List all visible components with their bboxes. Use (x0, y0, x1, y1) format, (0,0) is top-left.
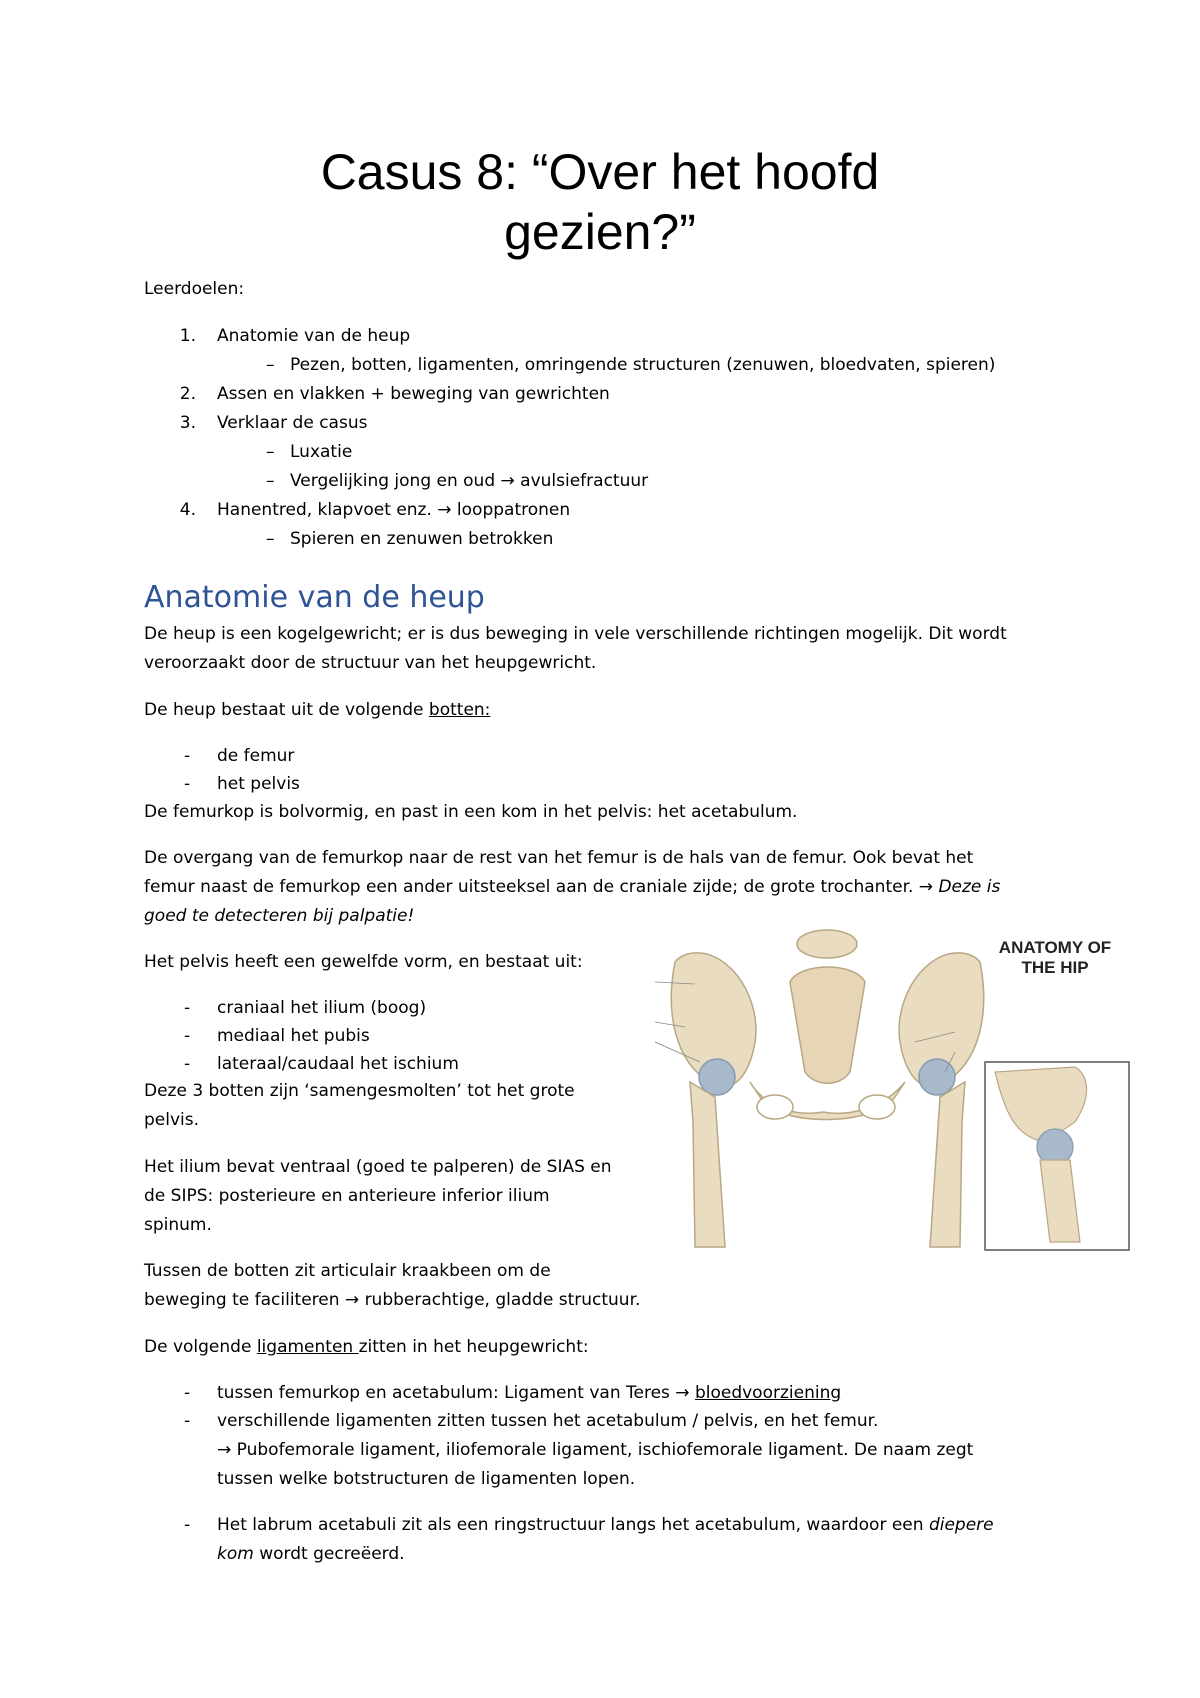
list-dash: - (184, 1026, 191, 1046)
paragraph-line (144, 700, 490, 720)
subgoal-dash: – (266, 355, 275, 375)
goal-number: 1. (179, 326, 196, 346)
goal-item: Verklaar de casus (217, 413, 368, 433)
list-item: de femur (217, 746, 295, 766)
list-dash: - (184, 774, 191, 794)
paragraph-line: pelvis. (144, 1110, 200, 1130)
text-span: femur naast de femurkop een ander uitsteeksel aan de craniale zijde; de grote trochanter. → (144, 877, 939, 897)
list-item (217, 1383, 841, 1403)
text-span: tussen femurkop en acetabulum: Ligament van Teres → (217, 1383, 695, 1403)
subgoal-item: Luxatie (290, 442, 353, 462)
list-dash: - (184, 746, 191, 766)
document-title (0, 142, 1200, 262)
list-dash: - (184, 998, 191, 1018)
list-item-continued: → Pubofemorale ligament, iliofemorale ligament, ischiofemorale ligament. De naam zegt (217, 1440, 974, 1460)
vertebra-shape (797, 930, 857, 958)
emphasis: Deze is (938, 877, 1001, 897)
subgoal-item: Pezen, botten, ligamenten, omringende structuren (zenuwen, bloedvaten, spieren) (290, 355, 996, 375)
goal-number: 2. (179, 384, 196, 404)
list-dash: - (184, 1515, 191, 1535)
paragraph-line: De heup is een kogelgewricht; er is dus beweging in vele verschillende richtingen mogelijk. Dit wordt (144, 624, 1007, 644)
goal-item: Hanentred, klapvoet enz. → looppatronen (217, 500, 571, 520)
emphasis: kom (217, 1544, 254, 1564)
paragraph-line: Tussen de botten zit articulair kraakbeen om de (144, 1261, 551, 1281)
section-heading: Anatomie van de heup (144, 580, 485, 615)
paragraph-line: Het ilium bevat ventraal (goed te palperen) de SIAS en (144, 1157, 612, 1177)
list-item-continued (217, 1544, 405, 1564)
paragraph-line: De femurkop is bolvormig, en past in een kom in het pelvis: het acetabulum. (144, 802, 798, 822)
paragraph-line: veroorzaakt door de structuur van het heupgewricht. (144, 653, 597, 673)
paragraph-line: Deze 3 botten zijn ‘samengesmolten’ tot het grote (144, 1081, 575, 1101)
paragraph-line: beweging te faciliteren → rubberachtige, gladde structuur. (144, 1290, 641, 1310)
subgoal-item: Vergelijking jong en oud → avulsiefractuur (290, 471, 649, 491)
emphasis: goed te detecteren bij palpatie! (144, 906, 415, 926)
obturator-foramen-right (859, 1095, 895, 1119)
title-line-2: gezien?” (504, 204, 696, 260)
paragraph-line: De overgang van de femurkop naar de rest van het femur is de hals van de femur. Ook bevat het (144, 848, 974, 868)
goal-number: 4. (179, 500, 196, 520)
list-item: craniaal het ilium (boog) (217, 998, 427, 1018)
list-item: het pelvis (217, 774, 300, 794)
obturator-foramen-left (757, 1095, 793, 1119)
list-item: verschillende ligamenten zitten tussen het acetabulum / pelvis, en het femur. (217, 1411, 879, 1431)
figure-title: ANATOMY OF THE HIP (998, 938, 1112, 977)
blood-supply-term: bloedvoorziening (694, 1383, 842, 1403)
paragraph-line (144, 1337, 589, 1357)
title-line-1: Casus 8: “Over het hoofd (320, 144, 880, 200)
text-span: zitten in het heupgewricht: (358, 1337, 589, 1357)
paragraph-line: Het pelvis heeft een gewelfde vorm, en bestaat uit: (144, 952, 583, 972)
ligaments-term: ligamenten (256, 1337, 359, 1357)
sacrum-shape (790, 967, 865, 1083)
list-item (217, 1515, 994, 1535)
subgoal-dash: – (266, 529, 275, 549)
bones-intro: De heup bestaat uit de volgende (144, 700, 429, 720)
right-femoral-head (919, 1059, 955, 1095)
paragraph-line (144, 877, 1000, 897)
leerdoelen-label: Leerdoelen: (144, 279, 245, 299)
text-span: De volgende (144, 1337, 257, 1357)
subgoal-dash: – (266, 471, 275, 491)
list-dash: - (184, 1383, 191, 1403)
goal-item: Assen en vlakken + beweging van gewrichten (217, 384, 610, 404)
paragraph-line: spinum. (144, 1215, 212, 1235)
paragraph-line (144, 906, 414, 926)
text-span: Het labrum acetabuli zit als een ringstructuur langs het acetabulum, waardoor een (217, 1515, 929, 1535)
list-dash: - (184, 1054, 191, 1074)
left-femur-shape (690, 1082, 725, 1247)
paragraph-line: de SIPS: posterieure en anterieure inferior ilium (144, 1186, 550, 1206)
left-femoral-head (699, 1059, 735, 1095)
goal-item: Anatomie van de heup (217, 326, 411, 346)
goal-number: 3. (179, 413, 196, 433)
right-femur-shape (930, 1082, 965, 1247)
subgoal-dash: – (266, 442, 275, 462)
list-item: lateraal/caudaal het ischium (217, 1054, 459, 1074)
list-item-continued: tussen welke botstructuren de ligamenten lopen. (217, 1469, 636, 1489)
list-dash: - (184, 1411, 191, 1431)
subgoal-item: Spieren en zenuwen betrokken (290, 529, 554, 549)
emphasis: diepere (928, 1515, 994, 1535)
text-span: wordt gecreëerd. (253, 1544, 405, 1564)
list-item: mediaal het pubis (217, 1026, 370, 1046)
bones-term: botten: (428, 700, 491, 720)
